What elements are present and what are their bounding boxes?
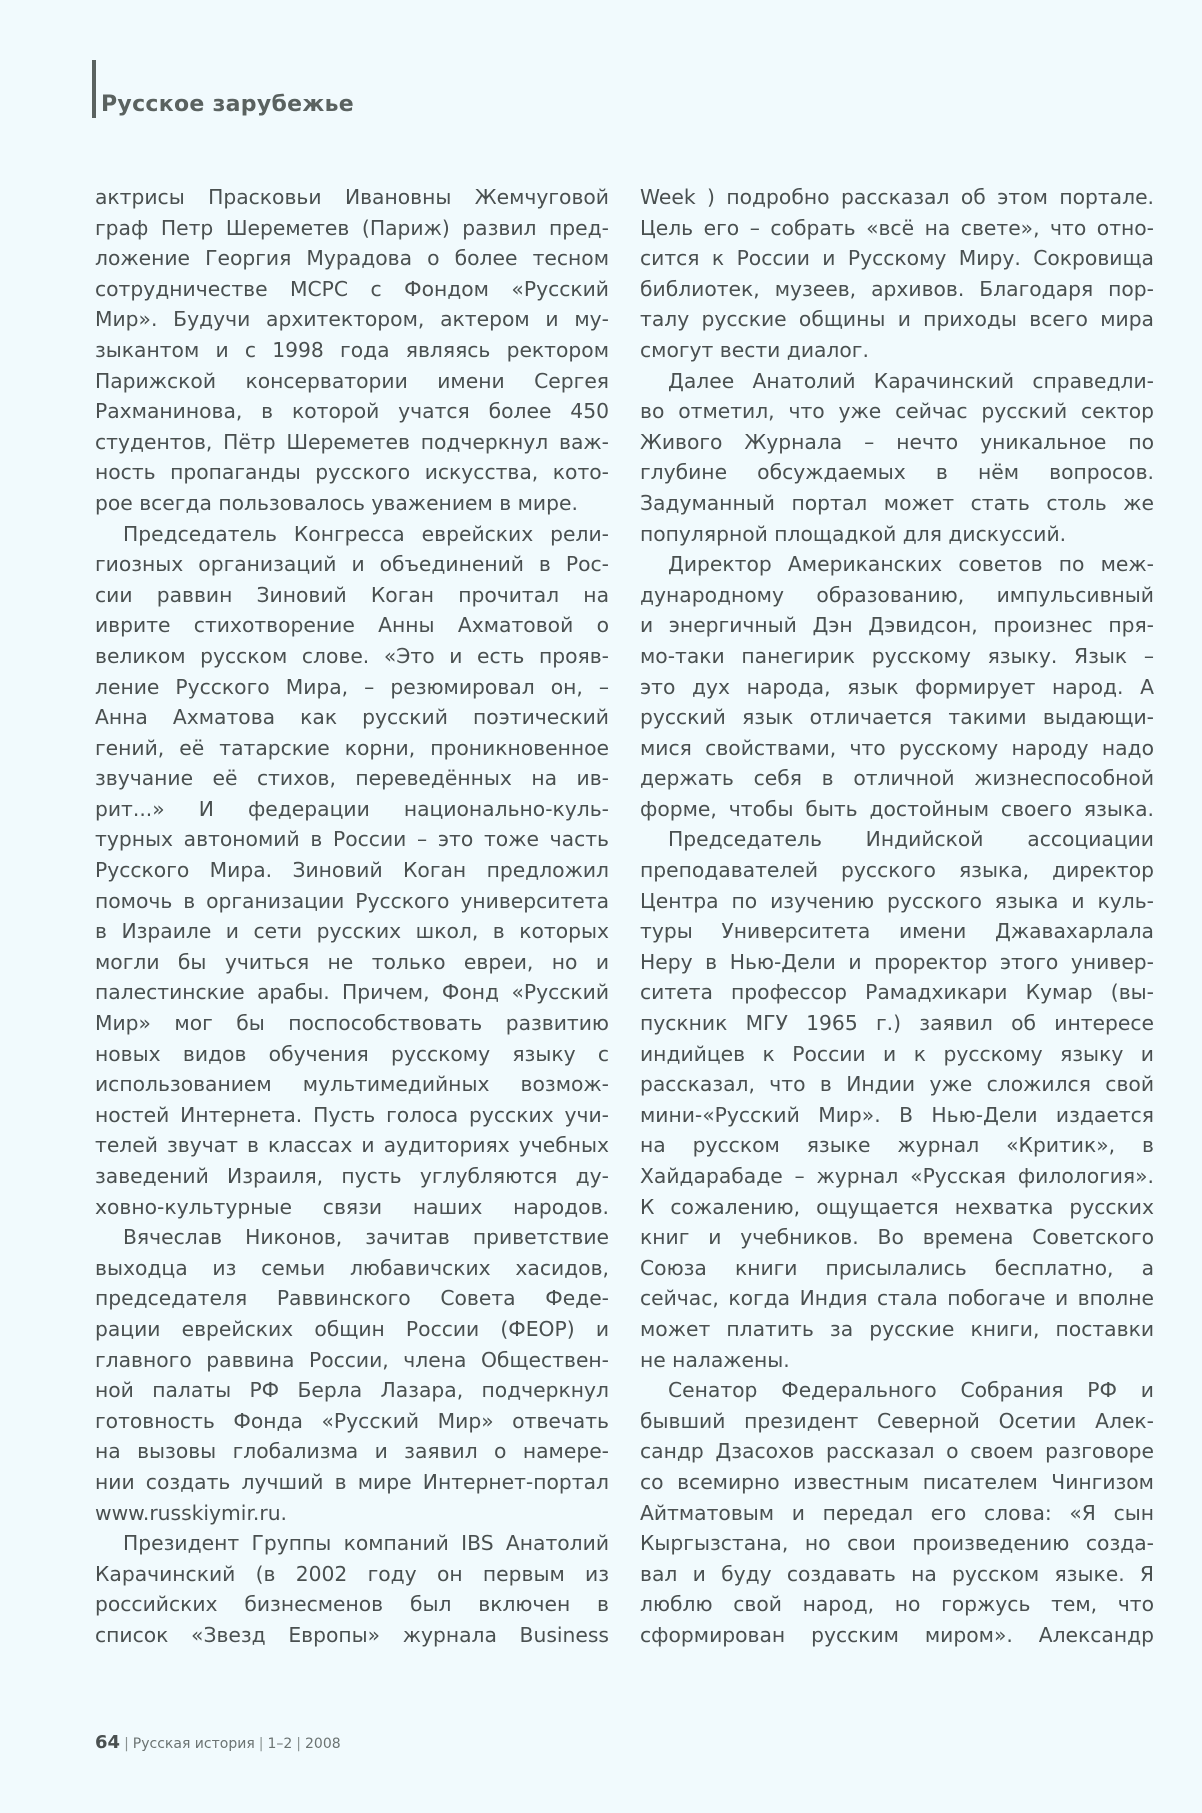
text-line: мо-таки панегирик русскому языку. Язык –: [640, 643, 1154, 668]
text-line: Союза книги присылались бесплатно, а: [640, 1255, 1154, 1280]
text-line: готовность Фонда «Русский Мир» отвечать: [95, 1408, 609, 1433]
text-line: палестинские арабы. Причем, Фонд «Русский: [95, 980, 609, 1005]
text-line: не налажены.: [640, 1347, 790, 1372]
text-line: звучание её стихов, переведённых на ив-: [95, 766, 609, 791]
text-line: преподавателей русского языка, директор: [640, 858, 1154, 883]
text-line: Парижской консерватории имени Сергея: [95, 368, 609, 393]
text-line: это дух народа, язык формирует народ. А: [640, 674, 1154, 699]
text-line: список «Звезд Европы» журнала Business: [95, 1622, 609, 1647]
text-line: смогут вести диалог.: [640, 337, 869, 362]
text-line: турных автономий в России – это тоже часть: [95, 827, 609, 852]
text-line: на русском языке журнал «Критик», в: [640, 1133, 1154, 1158]
text-line: сандр Дзасохов рассказал о своем разговоре: [640, 1439, 1154, 1464]
text-line: студентов, Пётр Шереметев подчеркнул важ-: [95, 429, 609, 454]
text-line: глубине обсуждаемых в нём вопросов.: [640, 460, 1154, 485]
text-line: выходца из семьи любавичских хасидов,: [95, 1255, 609, 1280]
text-line: Сенатор Федерального Собрания РФ и: [668, 1378, 1154, 1403]
text-line: мися свойствами, что русскому народу надо: [640, 735, 1154, 760]
text-line: вал и буду создавать на русском языке. Я: [640, 1561, 1154, 1586]
text-line: гений, её татарские корни, проникновенное: [95, 735, 609, 760]
text-line: граф Петр Шереметев (Париж) развил пред-: [95, 215, 609, 240]
text-line: использованием мультимедийных возмож-: [95, 1072, 609, 1097]
issue-year: 2008: [305, 1736, 341, 1752]
section-title: Русское зарубежье: [101, 92, 354, 117]
text-line: мини-«Русский Мир». В Нью-Дели издается: [640, 1102, 1154, 1127]
text-line: Русского Мира. Зиновий Коган предложил: [95, 858, 609, 883]
text-line: может платить за русские книги, поставки: [640, 1316, 1154, 1341]
text-line: Мир» мог бы поспособствовать развитию: [95, 1011, 609, 1036]
page-footer: [95, 1732, 341, 1753]
text-line: держать себя в отличной жизнеспособной: [640, 766, 1154, 791]
text-line: сотрудничестве МСРС с Фондом «Русский: [95, 276, 609, 301]
text-line: Председатель Конгресса еврейских рели-: [123, 521, 609, 546]
text-line: гиозных организаций и объединений в Рос-: [95, 552, 609, 577]
text-line: главного раввина России, члена Обществен-: [95, 1347, 609, 1372]
text-line: великом русском слове. «Это и есть прояв-: [95, 643, 609, 668]
section-header: [92, 60, 354, 118]
text-line: могли бы учиться не только евреи, но и: [95, 949, 609, 974]
text-line: зыкантом и с 1998 года являясь ректором: [95, 337, 609, 362]
footer-separator: |: [124, 1736, 129, 1752]
text-line: рит...» И федерации национально-куль-: [95, 796, 609, 821]
text-line: российских бизнесменов был включен в: [95, 1592, 609, 1617]
text-line: К сожалению, ощущается нехватка русских: [640, 1194, 1154, 1219]
text-line: ложение Георгия Мурадова о более тесном: [95, 246, 609, 271]
text-line: рое всегда пользовалось уважением в мире.: [95, 490, 578, 515]
text-line: ление Русского Мира, – резюмировал он, –: [95, 674, 609, 699]
text-line: Президент Группы компаний IBS Анатолий: [123, 1531, 609, 1556]
issue-number: 1–2: [267, 1736, 293, 1752]
text-line: Айтматовым и передал его слова: «Я сын: [640, 1500, 1154, 1525]
text-line: рации еврейских общин России (ФЕОР) и: [95, 1316, 609, 1341]
text-line: Далее Анатолий Карачинский справедли-: [668, 368, 1154, 393]
section-marker-bar: [92, 60, 96, 118]
text-line: Кыргызстана, но свои произведению созда-: [640, 1531, 1154, 1556]
text-line: нии создать лучший в мире Интернет-портал: [95, 1469, 609, 1494]
text-line: со всемирно известным писателем Чингизом: [640, 1469, 1154, 1494]
text-line: ностей Интернета. Пусть голоса русских учи-: [95, 1102, 609, 1127]
text-line: актрисы Прасковьи Ивановны Жемчуговой: [95, 185, 609, 209]
text-line: туры Университета имени Джавахарлала: [640, 919, 1154, 944]
text-line: сии раввин Зиновий Коган прочитал на: [95, 582, 609, 607]
text-line: Рахманинова, в которой учатся более 450: [95, 399, 609, 424]
text-line: люблю свой народ, но горжусь тем, что: [640, 1592, 1154, 1617]
text-line: иврите стихотворение Анны Ахматовой о: [95, 613, 609, 638]
text-line: в Израиле и сети русских школ, в которых: [95, 919, 609, 944]
footer-separator: |: [258, 1736, 264, 1752]
text-line: Неру в Нью-Дели и проректор этого универ-: [640, 949, 1154, 974]
text-line: книг и учебников. Во времена Советского: [640, 1225, 1154, 1250]
text-line: популярной площадкой для дискуссий.: [640, 521, 1067, 546]
footer-separator: |: [296, 1736, 301, 1752]
text-line: индийцев к России и к русскому языку и: [640, 1041, 1154, 1066]
text-line: дународному образованию, импульсивный: [640, 582, 1154, 607]
text-line: Задуманный портал может стать столь же: [640, 490, 1154, 515]
text-line: русский язык отличается такими выдающи-: [640, 705, 1154, 730]
text-line: председателя Раввинского Совета Феде-: [95, 1286, 609, 1311]
text-line: Анна Ахматова как русский поэтический: [95, 705, 609, 730]
text-line: Цель его – собрать «всё на свете», что отно-: [640, 215, 1154, 240]
text-line: Week ) подробно рассказал об этом портале.: [640, 185, 1154, 209]
text-line: сформирован русским миром». Александр: [640, 1622, 1154, 1647]
text-line: ситета профессор Рамадхикари Кумар (вы-: [640, 980, 1154, 1005]
page-number: 64: [95, 1732, 121, 1753]
text-line: ной палаты РФ Берла Лазара, подчеркнул: [95, 1378, 609, 1403]
text-line: Директор Американских советов по меж-: [668, 552, 1154, 577]
text-line: во отметил, что уже сейчас русский сектор: [640, 399, 1154, 424]
text-line: на вызовы глобализма и заявил о намере-: [95, 1439, 609, 1464]
text-line: Живого Журнала – нечто уникальное по: [640, 429, 1154, 454]
text-line: сится к России и Русскому Миру. Сокровища: [640, 246, 1154, 271]
text-line: Хайдарабаде – журнал «Русская филология».: [640, 1164, 1154, 1188]
text-line: www.russkiymir.ru.: [95, 1500, 288, 1525]
text-line: форме, чтобы быть достойным своего языка.: [640, 796, 1154, 821]
text-line: Центра по изучению русского языка и куль-: [640, 888, 1154, 913]
text-line: телей звучат в классах и аудиториях учебных: [95, 1133, 609, 1158]
text-line: талу русские общины и приходы всего мира: [640, 307, 1154, 332]
text-line: Вячеслав Никонов, зачитав приветствие: [123, 1225, 609, 1250]
text-column-left: [95, 182, 609, 1651]
text-line: новых видов обучения русскому языку с: [95, 1041, 609, 1066]
text-line: ховно-культурные связи наших народов.: [95, 1194, 609, 1219]
text-line: библиотек, музеев, архивов. Благодаря пор-: [640, 276, 1154, 301]
text-line: заведений Израиля, пусть углубляются ду-: [95, 1164, 609, 1188]
text-line: пускник МГУ 1965 г.) заявил об интересе: [640, 1011, 1154, 1036]
text-line: ность пропаганды русского искусства, кото-: [95, 460, 609, 485]
text-line: бывший президент Северной Осетии Алек-: [640, 1408, 1154, 1433]
text-column-right: [640, 182, 1154, 1651]
text-line: помочь в организации Русского университета: [95, 888, 609, 913]
text-line: и энергичный Дэн Дэвидсон, произнес пря-: [640, 613, 1154, 638]
text-line: Мир». Будучи архитектором, актером и му-: [95, 307, 609, 332]
journal-name: Русская история: [132, 1736, 255, 1752]
text-line: рассказал, что в Индии уже сложился свой: [640, 1072, 1154, 1097]
text-line: сейчас, когда Индия стала побогаче и вполне: [640, 1286, 1154, 1311]
text-line: Председатель Индийской ассоциации: [668, 827, 1154, 852]
text-line: Карачинский (в 2002 году он первым из: [95, 1561, 609, 1586]
